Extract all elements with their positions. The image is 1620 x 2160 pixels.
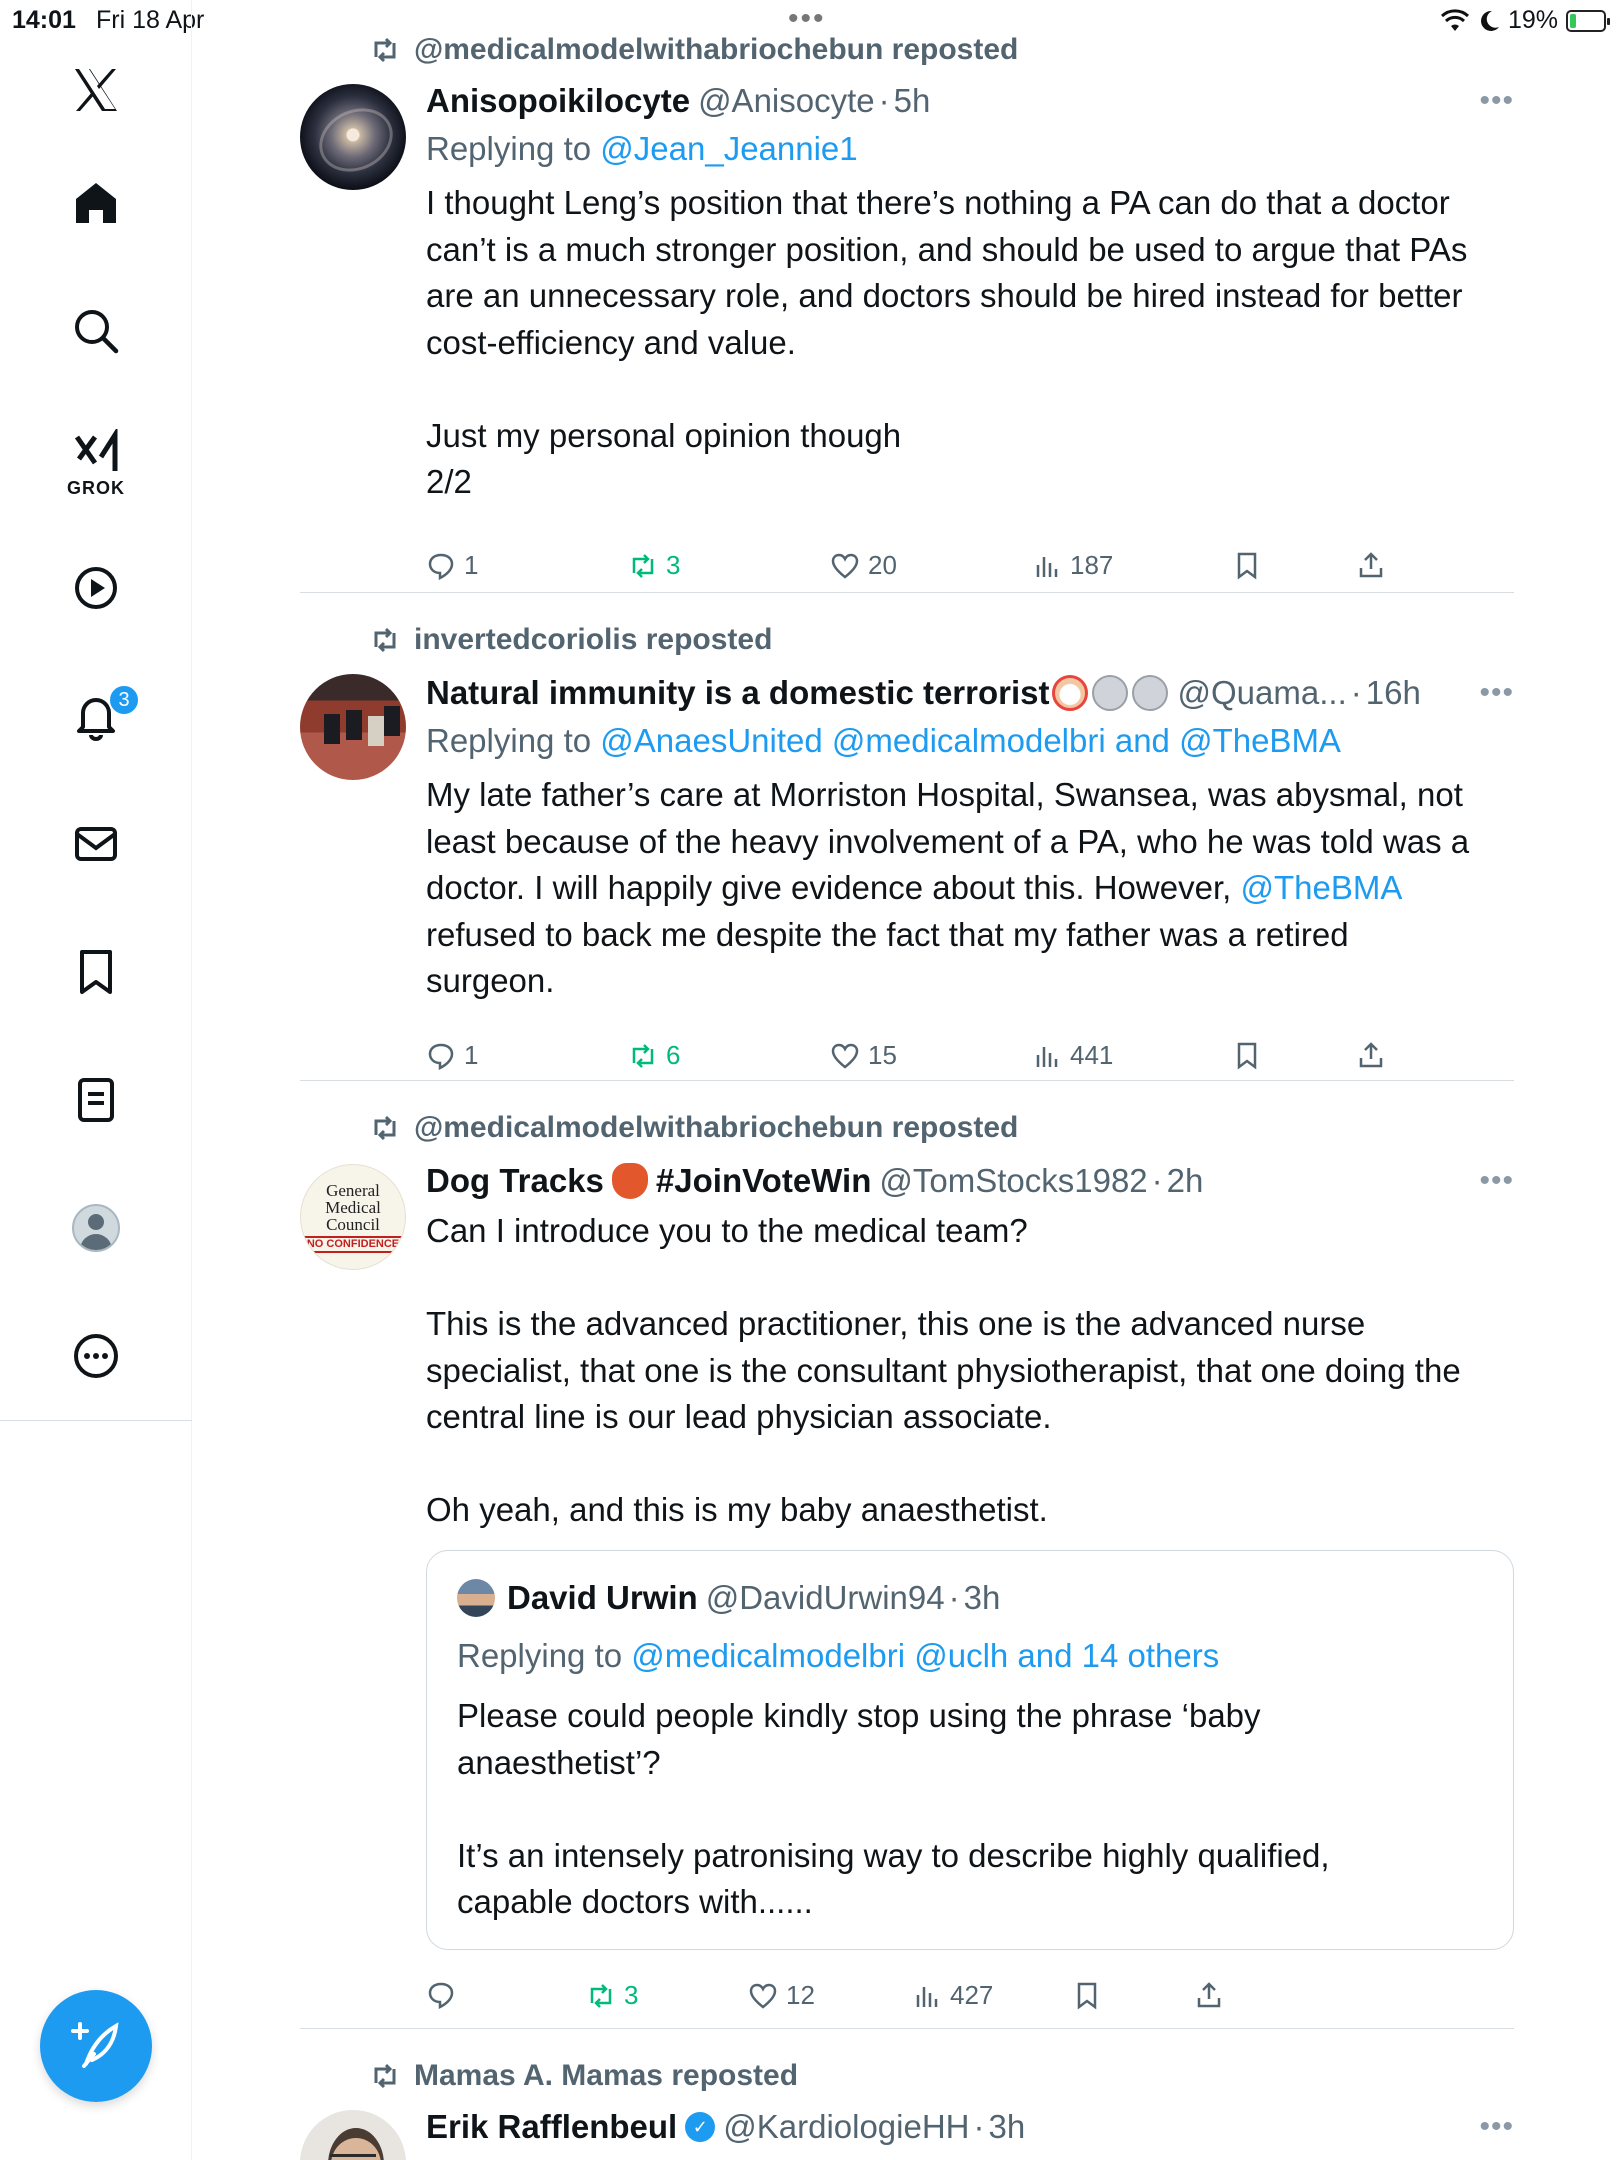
post-time[interactable]: 5h [893, 82, 931, 119]
heart-icon [830, 1041, 860, 1071]
post-time[interactable]: 3h [988, 2108, 1026, 2145]
separator-dot: · [1151, 1162, 1163, 1199]
share-button[interactable] [1356, 550, 1386, 580]
author-handle[interactable]: @Anisocyte [698, 82, 875, 119]
separator-dot: · [948, 1579, 960, 1616]
repost-label [370, 32, 1018, 68]
quoted-author-handle: @DavidUrwin94 [705, 1579, 945, 1616]
bookmark-icon [71, 947, 121, 997]
reposted-by: @medicalmodelwithabriochebun reposted [414, 1111, 1019, 1144]
repost-button[interactable] [628, 1040, 680, 1071]
repost-icon [370, 35, 400, 65]
post[interactable] [300, 30, 1514, 590]
reply-prefix: Replying to [426, 130, 592, 167]
home-icon [71, 178, 121, 228]
sidebar-item-more[interactable] [60, 1320, 132, 1392]
sidebar [0, 0, 192, 2160]
reply-count: 1 [464, 1040, 479, 1070]
repost-icon [586, 1981, 616, 2011]
timeline [192, 0, 1620, 2160]
analytics-icon [1032, 551, 1062, 581]
grok-icon [71, 429, 121, 479]
share-icon [1356, 1040, 1386, 1070]
reply-prefix: Replying to [426, 722, 592, 759]
author-handle[interactable]: @TomStocks1982 [879, 1162, 1148, 1199]
analytics-icon [912, 1981, 942, 2011]
repost-count: 3 [666, 550, 681, 580]
mail-icon [71, 819, 121, 869]
bookmark-icon [1232, 550, 1262, 580]
post-actions [426, 1040, 1426, 1080]
like-count: 12 [786, 1980, 815, 2010]
author-handle[interactable]: @KardiologieHH [723, 2108, 970, 2145]
mouse-emoji-icon [1132, 675, 1168, 711]
play-icon [71, 563, 121, 613]
analytics-icon [1032, 1041, 1062, 1071]
post[interactable] [300, 2058, 1514, 2160]
replying-to [426, 716, 1514, 766]
like-count: 15 [868, 1040, 897, 1070]
share-icon [1194, 1980, 1224, 2010]
repost-icon [370, 1113, 400, 1143]
post-divider [300, 2028, 1514, 2029]
more-icon [71, 1331, 121, 1381]
repost-count: 6 [666, 1040, 681, 1070]
view-count: 187 [1070, 550, 1114, 580]
avatar-icon [72, 1204, 120, 1252]
reposted-by: @medicalmodelwithabriochebun reposted [414, 33, 1019, 66]
repost-icon [370, 2061, 400, 2091]
post-header [426, 2104, 1514, 2150]
repost-icon [370, 625, 400, 655]
views-button[interactable] [1032, 1040, 1113, 1071]
reply-icon [426, 551, 456, 581]
compose-button[interactable] [40, 1990, 152, 2102]
post-time[interactable]: 2h [1166, 1162, 1204, 1199]
view-count: 441 [1070, 1040, 1114, 1070]
avatar [457, 1579, 495, 1617]
post-header [426, 670, 1514, 716]
repost-icon [628, 1041, 658, 1071]
mouse-emoji-icon [1092, 675, 1128, 711]
status-date: Fri 18 Apr [96, 6, 205, 34]
sidebar-item-messages[interactable] [60, 808, 132, 880]
repost-label [370, 2058, 798, 2094]
avatar[interactable]: General Medical Council NO CONFIDENCE [300, 1164, 406, 1270]
post-text: I thought Leng’s position that there’s nothing a PA can do that a doctor can’t is a much stronger position, and should be used to argue that PAs are an unnecessary role, and doctors should be hired instead for better cost-efficiency and value. Just my personal opinion though 2/2 [426, 184, 1468, 500]
grok-label: GROK [67, 478, 125, 498]
replying-to [426, 124, 1514, 174]
like-count: 20 [868, 550, 897, 580]
author-name[interactable]: Natural immunity is a domestic terrorist [426, 674, 1050, 711]
reposted-by: invertedcoriolis reposted [414, 623, 773, 656]
views-button[interactable] [1032, 550, 1113, 581]
separator-dot: · [878, 82, 890, 119]
post-text: Can I introduce you to the medical team? This is the advanced practitioner, this one is the advanced nurse specialist, that one is the consultant physiotherapist, that one doing the central line is our lead physician associate. Oh yeah, and this is my baby anaesthetist. [426, 1212, 1461, 1528]
quoted-post-text: Please could people kindly stop using the phrase ‘baby anaesthetist’? It’s an intensely patronising way to describe highly qualified, capable doctors with...... [457, 1697, 1330, 1920]
reply-mention[interactable]: @AnaesUnited @medicalmodelbri and @TheBMA [600, 722, 1341, 759]
more-options-icon[interactable]: ••• [1479, 676, 1514, 709]
like-button[interactable] [830, 1040, 897, 1071]
battery-percent: 19% [1507, 6, 1558, 34]
author-name[interactable]: Dog Tracks [426, 1162, 604, 1199]
post-divider [300, 1080, 1514, 1081]
reply-mention[interactable]: @medicalmodelbri @uclh and 14 others [631, 1637, 1220, 1674]
views-button[interactable] [912, 1980, 993, 2011]
inline-mention[interactable]: @TheBMA [1240, 869, 1403, 906]
reply-icon [426, 1980, 456, 2010]
reply-button[interactable] [426, 550, 478, 581]
repost-label [370, 622, 772, 658]
reply-icon [426, 1041, 456, 1071]
clown-emoji-icon [1052, 675, 1088, 711]
post-divider [300, 592, 1514, 593]
share-button[interactable] [1194, 1980, 1224, 2010]
replying-to [457, 1637, 1219, 1675]
view-count: 427 [950, 1980, 994, 2010]
post-actions [426, 550, 1426, 590]
quoted-post-header [457, 1579, 1000, 1617]
status-time: 14:01 [12, 6, 76, 34]
post-actions [426, 1980, 1426, 2020]
repost-count: 3 [624, 1980, 639, 2010]
reply-button[interactable] [426, 1980, 464, 2010]
bookmark-icon [1072, 1980, 1102, 2010]
reply-button[interactable] [426, 1040, 478, 1071]
bookmark-icon [1232, 1040, 1262, 1070]
verified-badge-icon: ✓ [685, 2112, 715, 2142]
separator-dot: · [1350, 674, 1362, 711]
share-icon [1356, 550, 1386, 580]
bookmark-button[interactable] [1232, 1040, 1262, 1070]
search-icon [71, 306, 121, 356]
bookmark-button[interactable] [1072, 1980, 1102, 2010]
reposted-by: Mamas A. Mamas reposted [414, 2059, 799, 2092]
reply-count: 1 [464, 550, 479, 580]
quoted-author-name: David Urwin [507, 1579, 698, 1616]
heart-icon [830, 551, 860, 581]
more-options-icon[interactable]: ••• [1479, 84, 1514, 117]
multitasking-dots-icon[interactable]: ••• [788, 2, 826, 35]
sidebar-item-profile[interactable] [60, 1192, 132, 1264]
post-text: My late father’s care at Morriston Hospital, Swansea, was abysmal, not least because of the heavy involvement of a PA, who he was told was a doctor. I will happily give evidence about this. However, @TheBMA refused to back me despite the fact that my father was a retired surgeon. [426, 776, 1470, 999]
post[interactable] [300, 1110, 1514, 2010]
compose-icon [66, 2016, 126, 2076]
list-icon [71, 1075, 121, 1125]
repost-button[interactable] [586, 1980, 638, 2011]
crab-emoji-icon [612, 1163, 648, 1199]
repost-icon [628, 551, 658, 581]
repost-button[interactable] [628, 550, 680, 581]
sidebar-item-lists[interactable] [60, 1064, 132, 1136]
more-options-icon[interactable]: ••• [1479, 1164, 1514, 1197]
avatar[interactable] [300, 674, 406, 780]
post-time[interactable]: 16h [1365, 674, 1421, 711]
share-button[interactable] [1356, 1040, 1386, 1070]
sidebar-item-search[interactable] [60, 295, 132, 367]
sidebar-item-videos[interactable] [60, 552, 132, 624]
quoted-post-time: 3h [963, 1579, 1001, 1616]
avatar[interactable] [300, 84, 406, 190]
notification-badge: 3 [108, 684, 140, 716]
like-button[interactable] [830, 550, 897, 581]
avatar[interactable] [300, 2110, 406, 2160]
post-header [426, 1158, 1514, 1204]
author-name[interactable]: Erik Rafflenbeul [426, 2108, 678, 2145]
repost-label [370, 1110, 1018, 1146]
heart-icon [748, 1981, 778, 2011]
like-button[interactable] [748, 1980, 815, 2011]
bookmark-button[interactable] [1232, 550, 1262, 580]
post-header [426, 78, 1514, 124]
reply-prefix: Replying to [457, 1637, 623, 1674]
sidebar-divider [0, 1420, 192, 1421]
sidebar-item-bookmarks[interactable] [60, 936, 132, 1008]
reply-mention[interactable]: @Jean_Jeannie1 [600, 130, 858, 167]
author-name-hashtag[interactable]: #JoinVoteWin [655, 1162, 872, 1199]
sidebar-item-home[interactable] [60, 167, 132, 239]
post[interactable] [300, 618, 1514, 1078]
x-logo-icon[interactable] [60, 54, 132, 126]
author-name[interactable]: Anisopoikilocyte [426, 82, 691, 119]
author-handle[interactable]: @Quama... [1177, 674, 1347, 711]
separator-dot: · [973, 2108, 985, 2145]
more-options-icon[interactable]: ••• [1479, 2110, 1514, 2143]
quoted-post[interactable] [426, 1550, 1514, 1950]
